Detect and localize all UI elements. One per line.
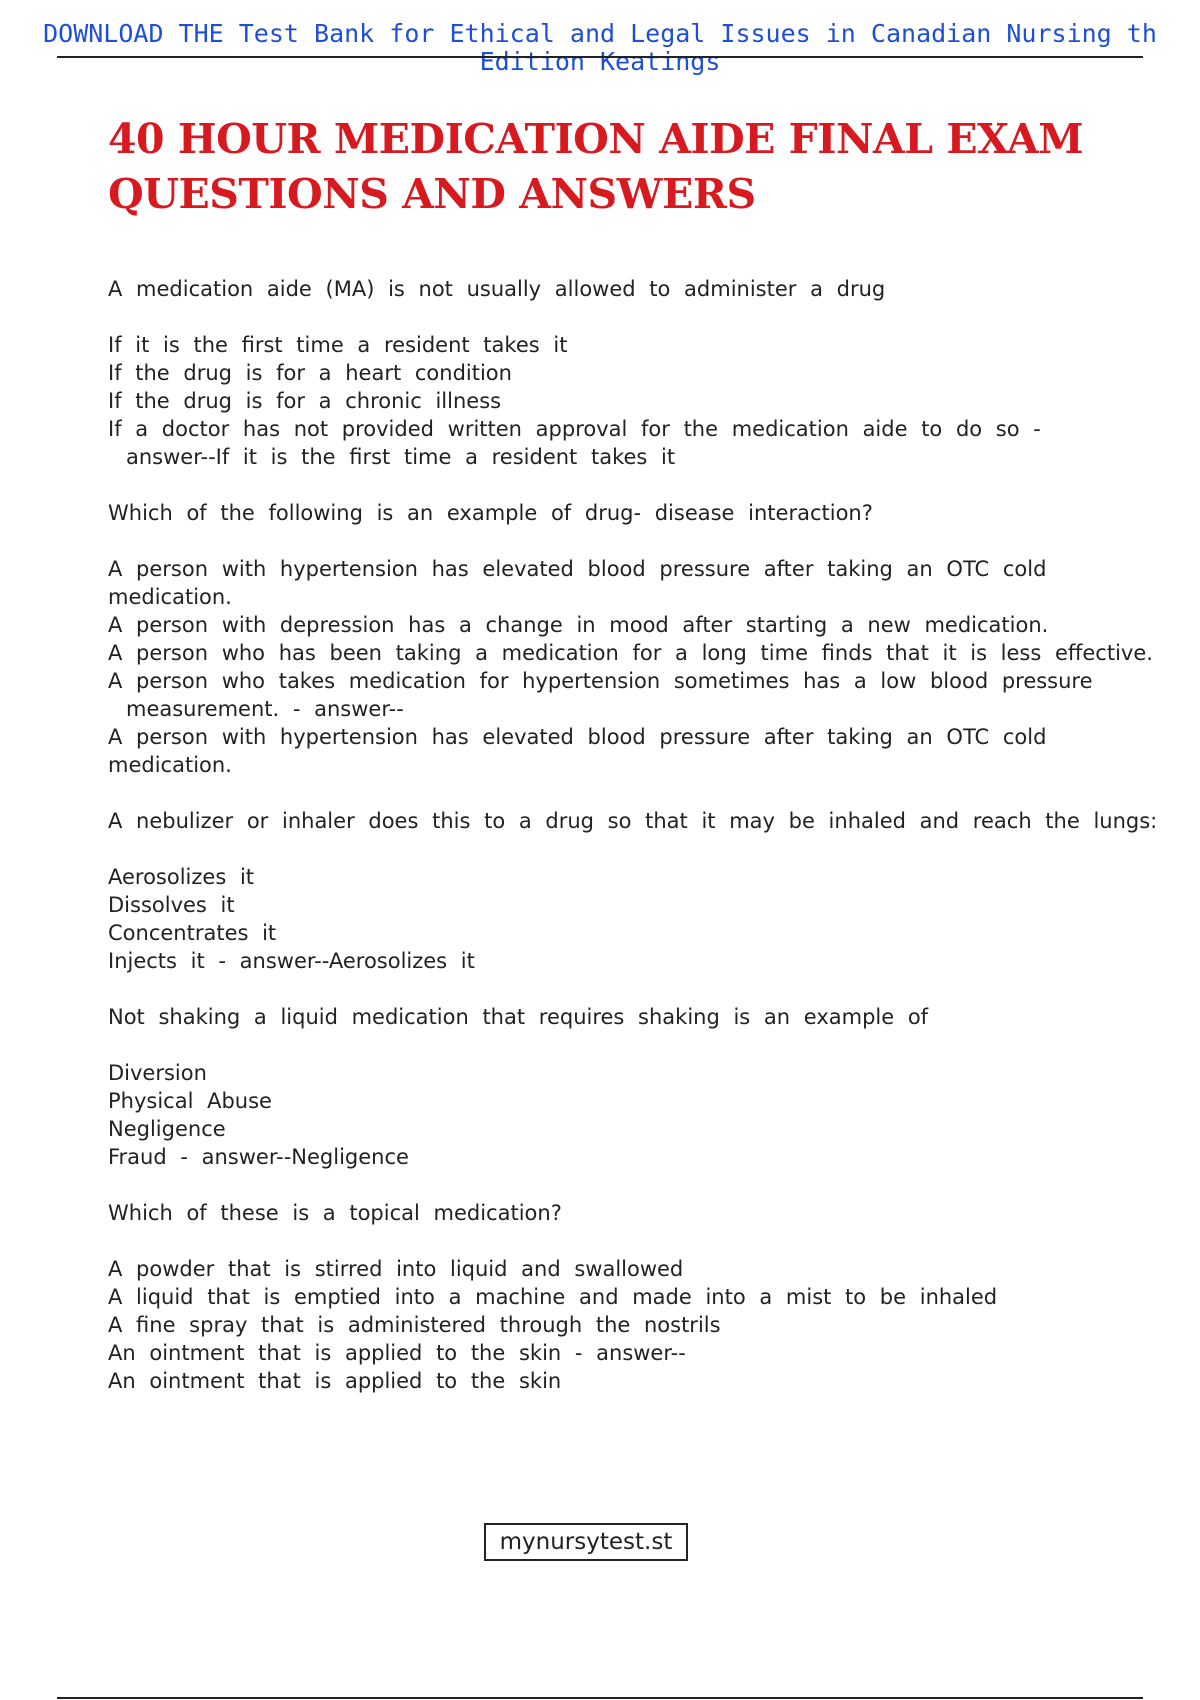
answer-options: [108, 555, 1160, 779]
option-line: A person who takes medication for hypertension sometimes has a low blood pressure: [108, 669, 1093, 693]
option-line: A fine spray that is administered through the nostrils: [108, 1313, 721, 1337]
answer-options: [108, 331, 1160, 471]
option-line: If the drug is for a heart condition: [108, 361, 512, 385]
answer-options: [108, 863, 1160, 975]
option-line: An ointment that is applied to the skin - answer--: [108, 1341, 686, 1365]
download-link[interactable]: DOWNLOAD THE Test Bank for Ethical and Legal Issues in Canadian Nursing th Edition Keatings: [43, 19, 1157, 76]
header-divider: [57, 56, 1143, 58]
footer-divider: [57, 1697, 1143, 1699]
option-line: Aerosolizes it: [108, 865, 255, 889]
answer-line: measurement. - answer--: [126, 697, 404, 721]
answer-line: A person with hypertension has elevated blood pressure after taking an OTC cold medication.: [108, 725, 1047, 777]
question-prompt: Which of these is a topical medication?: [108, 1201, 562, 1225]
option-line: Physical Abuse: [108, 1089, 272, 1113]
answer-line: An ointment that is applied to the skin: [108, 1369, 562, 1393]
answer-line: answer--If it is the first time a resident takes it: [126, 445, 676, 469]
option-line: If a doctor has not provided written approval for the medication aide to do so -: [108, 417, 1041, 441]
watermark-stamp: mynursytest.st: [484, 1523, 688, 1561]
question-prompt: Not shaking a liquid medication that requires shaking is an example of: [108, 1005, 929, 1029]
question-prompt: A nebulizer or inhaler does this to a drug so that it may be inhaled and reach the lungs:: [108, 809, 1158, 833]
page-title: 40 HOUR MEDICATION AIDE FINAL EXAM QUESTIONS AND ANSWERS: [108, 115, 1084, 218]
document-body: [108, 275, 1160, 1423]
option-line: A liquid that is emptied into a machine and made into a mist to be inhaled: [108, 1285, 998, 1309]
option-line: Diversion: [108, 1061, 207, 1085]
option-line: Negligence: [108, 1117, 226, 1141]
option-line: A person who has been taking a medication for a long time finds that it is less effective.: [108, 641, 1153, 665]
question-prompt: A medication aide (MA) is not usually allowed to administer a drug: [108, 277, 886, 301]
answer-line: Fraud - answer--Negligence: [108, 1145, 409, 1169]
answer-options: [108, 1059, 1160, 1171]
option-line: Concentrates it: [108, 921, 277, 945]
option-line: A powder that is stirred into liquid and swallowed: [108, 1257, 684, 1281]
answer-options: [108, 1255, 1160, 1395]
option-line: Dissolves it: [108, 893, 235, 917]
answer-line: Injects it - answer--Aerosolizes it: [108, 949, 475, 973]
option-line: If the drug is for a chronic illness: [108, 389, 502, 413]
option-line: If it is the first time a resident takes it: [108, 333, 568, 357]
option-line: A person with depression has a change in mood after starting a new medication.: [108, 613, 1049, 637]
question-prompt: Which of the following is an example of drug- disease interaction?: [108, 501, 873, 525]
option-line: A person with hypertension has elevated blood pressure after taking an OTC cold medication.: [108, 557, 1047, 609]
